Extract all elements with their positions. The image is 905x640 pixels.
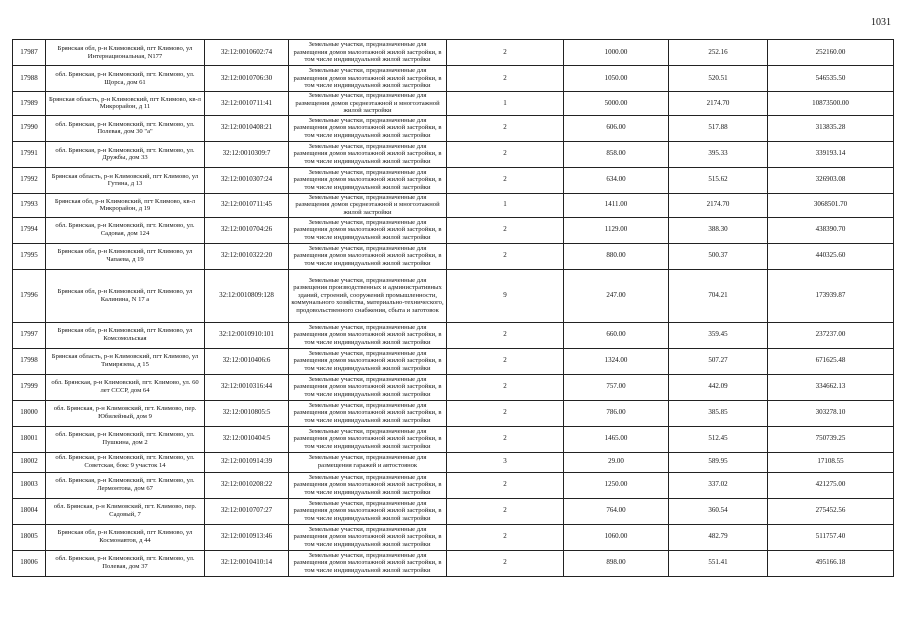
area-cell: 606.00 (564, 115, 669, 141)
cadastral-number-cell: 32:12:0010711:45 (205, 193, 289, 217)
unit-value-cell: 589.95 (669, 452, 768, 472)
area-cell: 880.00 (564, 243, 669, 269)
use-group-cell: 2 (447, 167, 564, 193)
row-id-cell: 17990 (13, 115, 46, 141)
table-row (13, 322, 894, 348)
land-use-cell: Земельные участки, предназначенные для размещения домов среднеэтажной и многоэтажной жилой застройки (289, 92, 447, 116)
row-id-cell: 17995 (13, 243, 46, 269)
area-cell: 764.00 (564, 498, 669, 524)
cadastral-number-cell: 32:12:0010316:44 (205, 374, 289, 400)
cadastral-value-cell: 334662.13 (768, 374, 894, 400)
address-cell: Брянская обл, р-н Климовский, пгт Климово, ул Калинина, N 17 а (46, 269, 205, 322)
unit-value-cell: 360.54 (669, 498, 768, 524)
area-cell: 29.00 (564, 452, 669, 472)
cadastral-number-cell: 32:12:0010711:41 (205, 92, 289, 116)
cadastral-number-cell: 32:12:0010406:6 (205, 348, 289, 374)
row-id-cell: 17992 (13, 167, 46, 193)
unit-value-cell: 359.45 (669, 322, 768, 348)
row-id-cell: 17997 (13, 322, 46, 348)
address-cell: Брянская область, р-н Климовский, пгт Климово, кв-л Микрорайон, д 11 (46, 92, 205, 116)
area-cell: 786.00 (564, 400, 669, 426)
address-cell: обл. Брянская, р-н Климовский, пгт. Климово, ул. Полевая, дом 30 "а" (46, 115, 205, 141)
land-use-cell: Земельные участки, предназначенные для размещения домов малоэтажной жилой застройки, в том числе индивидуальной жилой застройки (289, 426, 447, 452)
land-use-cell: Земельные участки, предназначенные для размещения домов малоэтажной жилой застройки, в том числе индивидуальной жилой застройки (289, 66, 447, 92)
unit-value-cell: 388.30 (669, 217, 768, 243)
use-group-cell: 2 (447, 66, 564, 92)
table-row (13, 374, 894, 400)
unit-value-cell: 442.09 (669, 374, 768, 400)
cadastral-number-cell: 32:12:0010404:5 (205, 426, 289, 452)
table-row (13, 472, 894, 498)
unit-value-cell: 385.85 (669, 400, 768, 426)
land-use-cell: Земельные участки, предназначенные для размещения домов малоэтажной жилой застройки, в том числе индивидуальной жилой застройки (289, 217, 447, 243)
cadastral-number-cell: 32:12:0010322:20 (205, 243, 289, 269)
use-group-cell: 2 (447, 115, 564, 141)
use-group-cell: 2 (447, 400, 564, 426)
area-cell: 634.00 (564, 167, 669, 193)
row-id-cell: 18005 (13, 524, 46, 550)
land-use-cell: Земельные участки, предназначенные для размещения производственных и административных зданий, строений, сооружений промышленности, коммунального хозяйства, материально-технического, продовольственного снабжения, сбыта и заготовок (289, 269, 447, 322)
row-id-cell: 17998 (13, 348, 46, 374)
address-cell: Брянская обл, р-н Климовский, пгт Климово, ул Чапаева, д 19 (46, 243, 205, 269)
address-cell: обл. Брянская, р-н Климовский, пгт. Климово, ул. Щорса, дом 61 (46, 66, 205, 92)
area-cell: 898.00 (564, 550, 669, 576)
unit-value-cell: 520.51 (669, 66, 768, 92)
row-id-cell: 17993 (13, 193, 46, 217)
cadastral-value-cell: 421275.00 (768, 472, 894, 498)
area-cell: 1465.00 (564, 426, 669, 452)
area-cell: 1129.00 (564, 217, 669, 243)
land-use-cell: Земельные участки, предназначенные для размещения домов малоэтажной жилой застройки, в том числе индивидуальной жилой застройки (289, 141, 447, 167)
cadastral-number-cell: 32:12:0010914:39 (205, 452, 289, 472)
table-row (13, 141, 894, 167)
address-cell: Брянская обл, р-н Климовский, пгт Климово, кв-л Микрорайон, д 19 (46, 193, 205, 217)
address-cell: Брянская область, р-н Климовский, пгт Климово, ул Гутина, д 13 (46, 167, 205, 193)
unit-value-cell: 500.37 (669, 243, 768, 269)
area-cell: 1050.00 (564, 66, 669, 92)
land-use-cell: Земельные участки, предназначенные для размещения домов малоэтажной жилой застройки, в том числе индивидуальной жилой застройки (289, 243, 447, 269)
cadastral-value-cell: 303278.10 (768, 400, 894, 426)
land-use-cell: Земельные участки, предназначенные для размещения домов малоэтажной жилой застройки, в том числе индивидуальной жилой застройки (289, 348, 447, 374)
cadastral-value-cell: 173939.87 (768, 269, 894, 322)
area-cell: 247.00 (564, 269, 669, 322)
unit-value-cell: 337.02 (669, 472, 768, 498)
table-row (13, 193, 894, 217)
cadastral-value-cell: 438390.70 (768, 217, 894, 243)
use-group-cell: 2 (447, 322, 564, 348)
table-row (13, 452, 894, 472)
address-cell: Брянская область, р-н Климовский, пгт Климово, ул Тимирязева, д 15 (46, 348, 205, 374)
cadastral-value-cell: 275452.56 (768, 498, 894, 524)
address-cell: обл. Брянская, р-н Климовский, пгт. Климово, пер. Юбилейный, дом 9 (46, 400, 205, 426)
use-group-cell: 2 (447, 141, 564, 167)
land-use-cell: Земельные участки, предназначенные для размещения домов малоэтажной жилой застройки, в том числе индивидуальной жилой застройки (289, 167, 447, 193)
unit-value-cell: 551.41 (669, 550, 768, 576)
land-use-cell: Земельные участки, предназначенные для размещения домов малоэтажной жилой застройки, в том числе индивидуальной жилой застройки (289, 374, 447, 400)
cadastral-value-cell: 237237.00 (768, 322, 894, 348)
use-group-cell: 2 (447, 472, 564, 498)
table-row (13, 426, 894, 452)
table-row (13, 269, 894, 322)
area-cell: 1000.00 (564, 40, 669, 66)
cadastral-value-table (12, 39, 894, 577)
area-cell: 1411.00 (564, 193, 669, 217)
table-row (13, 524, 894, 550)
row-id-cell: 18001 (13, 426, 46, 452)
area-cell: 858.00 (564, 141, 669, 167)
use-group-cell: 2 (447, 524, 564, 550)
use-group-cell: 2 (447, 426, 564, 452)
cadastral-value-cell: 326903.08 (768, 167, 894, 193)
use-group-cell: 2 (447, 40, 564, 66)
unit-value-cell: 704.21 (669, 269, 768, 322)
use-group-cell: 2 (447, 550, 564, 576)
area-cell: 5000.00 (564, 92, 669, 116)
page-number: 1031 (871, 17, 891, 28)
unit-value-cell: 512.45 (669, 426, 768, 452)
land-use-cell: Земельные участки, предназначенные для размещения гаражей и автостоянок (289, 452, 447, 472)
area-cell: 660.00 (564, 322, 669, 348)
table-row (13, 243, 894, 269)
unit-value-cell: 517.88 (669, 115, 768, 141)
address-cell: Брянская обл, р-н Климовский, пгт Климово, ул Комсомольская (46, 322, 205, 348)
address-cell: обл. Брянская, р-н Климовский, пгт. Климово, ул. Лермонтова, дом 67 (46, 472, 205, 498)
unit-value-cell: 507.27 (669, 348, 768, 374)
row-id-cell: 17988 (13, 66, 46, 92)
address-cell: обл. Брянская, р-н Климовский, пгт. Климово, ул. Садовая, дом 124 (46, 217, 205, 243)
cadastral-value-cell: 440325.60 (768, 243, 894, 269)
use-group-cell: 2 (447, 243, 564, 269)
table-row (13, 400, 894, 426)
cadastral-number-cell: 32:12:0010408:21 (205, 115, 289, 141)
cadastral-value-cell: 671625.48 (768, 348, 894, 374)
address-cell: обл. Брянская, р-н Климовский, пгт. Климово, ул. Пушкина, дом 2 (46, 426, 205, 452)
cadastral-number-cell: 32:12:0010913:46 (205, 524, 289, 550)
cadastral-value-cell: 3068501.70 (768, 193, 894, 217)
land-use-cell: Земельные участки, предназначенные для размещения домов малоэтажной жилой застройки, в том числе индивидуальной жилой застройки (289, 550, 447, 576)
row-id-cell: 18006 (13, 550, 46, 576)
table-row (13, 115, 894, 141)
cadastral-value-cell: 750739.25 (768, 426, 894, 452)
cadastral-number-cell: 32:12:0010410:14 (205, 550, 289, 576)
table-row (13, 92, 894, 116)
cadastral-number-cell: 32:12:0010208:22 (205, 472, 289, 498)
cadastral-number-cell: 32:12:0010309:7 (205, 141, 289, 167)
land-use-cell: Земельные участки, предназначенные для размещения домов малоэтажной жилой застройки, в том числе индивидуальной жилой застройки (289, 40, 447, 66)
cadastral-value-cell: 546535.50 (768, 66, 894, 92)
table-row (13, 498, 894, 524)
cadastral-number-cell: 32:12:0010706:30 (205, 66, 289, 92)
unit-value-cell: 2174.70 (669, 193, 768, 217)
area-cell: 1060.00 (564, 524, 669, 550)
table-row (13, 550, 894, 576)
use-group-cell: 2 (447, 498, 564, 524)
land-use-cell: Земельные участки, предназначенные для размещения домов малоэтажной жилой застройки, в том числе индивидуальной жилой застройки (289, 322, 447, 348)
address-cell: обл. Брянская, р-н Климовский, пгт. Климово, пер. Садовый, 7 (46, 498, 205, 524)
cadastral-number-cell: 32:12:0010910:101 (205, 322, 289, 348)
address-cell: Брянская обл, р-н Климовский, пгт Климово, ул Интернациональная, N177 (46, 40, 205, 66)
use-group-cell: 1 (447, 193, 564, 217)
cadastral-number-cell: 32:12:0010704:26 (205, 217, 289, 243)
land-use-cell: Земельные участки, предназначенные для размещения домов малоэтажной жилой застройки, в том числе индивидуальной жилой застройки (289, 472, 447, 498)
cadastral-value-cell: 339193.14 (768, 141, 894, 167)
address-cell: обл. Брянская, р-н Климовский, пгт. Климово, ул. Дружбы, дом 33 (46, 141, 205, 167)
area-cell: 757.00 (564, 374, 669, 400)
row-id-cell: 18003 (13, 472, 46, 498)
unit-value-cell: 252.16 (669, 40, 768, 66)
address-cell: обл. Брянская, р-н Климовский, пгт. Климово, ул. 60 лет СССР, дом 64 (46, 374, 205, 400)
cadastral-number-cell: 32:12:0010602:74 (205, 40, 289, 66)
use-group-cell: 2 (447, 374, 564, 400)
area-cell: 1250.00 (564, 472, 669, 498)
use-group-cell: 2 (447, 217, 564, 243)
cadastral-value-cell: 10873500.00 (768, 92, 894, 116)
table-row (13, 348, 894, 374)
area-cell: 1324.00 (564, 348, 669, 374)
use-group-cell: 9 (447, 269, 564, 322)
address-cell: обл. Брянская, р-н Климовский, пгт. Климово, ул. Полевая, дом 37 (46, 550, 205, 576)
table-row (13, 40, 894, 66)
land-use-cell: Земельные участки, предназначенные для размещения домов малоэтажной жилой застройки, в том числе индивидуальной жилой застройки (289, 498, 447, 524)
row-id-cell: 18004 (13, 498, 46, 524)
table-row (13, 167, 894, 193)
use-group-cell: 2 (447, 348, 564, 374)
land-use-cell: Земельные участки, предназначенные для размещения домов малоэтажной жилой застройки, в том числе индивидуальной жилой застройки (289, 524, 447, 550)
use-group-cell: 3 (447, 452, 564, 472)
row-id-cell: 18000 (13, 400, 46, 426)
cadastral-value-cell: 313835.28 (768, 115, 894, 141)
unit-value-cell: 482.79 (669, 524, 768, 550)
unit-value-cell: 2174.70 (669, 92, 768, 116)
table-row (13, 66, 894, 92)
land-use-cell: Земельные участки, предназначенные для размещения домов малоэтажной жилой застройки, в том числе индивидуальной жилой застройки (289, 115, 447, 141)
cadastral-value-cell: 17108.55 (768, 452, 894, 472)
unit-value-cell: 395.33 (669, 141, 768, 167)
row-id-cell: 17989 (13, 92, 46, 116)
cadastral-number-cell: 32:12:0010809:128 (205, 269, 289, 322)
row-id-cell: 17987 (13, 40, 46, 66)
row-id-cell: 17999 (13, 374, 46, 400)
address-cell: Брянская обл, р-н Климовский, пгт Климово, ул Космонавтов, д 44 (46, 524, 205, 550)
address-cell: обл. Брянская, р-н Климовский, пгт. Климово, ул. Советская, бокс 9 участок 14 (46, 452, 205, 472)
row-id-cell: 17991 (13, 141, 46, 167)
land-use-cell: Земельные участки, предназначенные для размещения домов среднеэтажной и многоэтажной жилой застройки (289, 193, 447, 217)
cadastral-number-cell: 32:12:0010307:24 (205, 167, 289, 193)
unit-value-cell: 515.62 (669, 167, 768, 193)
row-id-cell: 18002 (13, 452, 46, 472)
cadastral-value-cell: 252160.00 (768, 40, 894, 66)
use-group-cell: 1 (447, 92, 564, 116)
row-id-cell: 17996 (13, 269, 46, 322)
table-row (13, 217, 894, 243)
cadastral-number-cell: 32:12:0010707:27 (205, 498, 289, 524)
row-id-cell: 17994 (13, 217, 46, 243)
cadastral-number-cell: 32:12:0010805:5 (205, 400, 289, 426)
cadastral-value-cell: 495166.18 (768, 550, 894, 576)
cadastral-value-cell: 511757.40 (768, 524, 894, 550)
land-use-cell: Земельные участки, предназначенные для размещения домов малоэтажной жилой застройки, в том числе индивидуальной жилой застройки (289, 400, 447, 426)
